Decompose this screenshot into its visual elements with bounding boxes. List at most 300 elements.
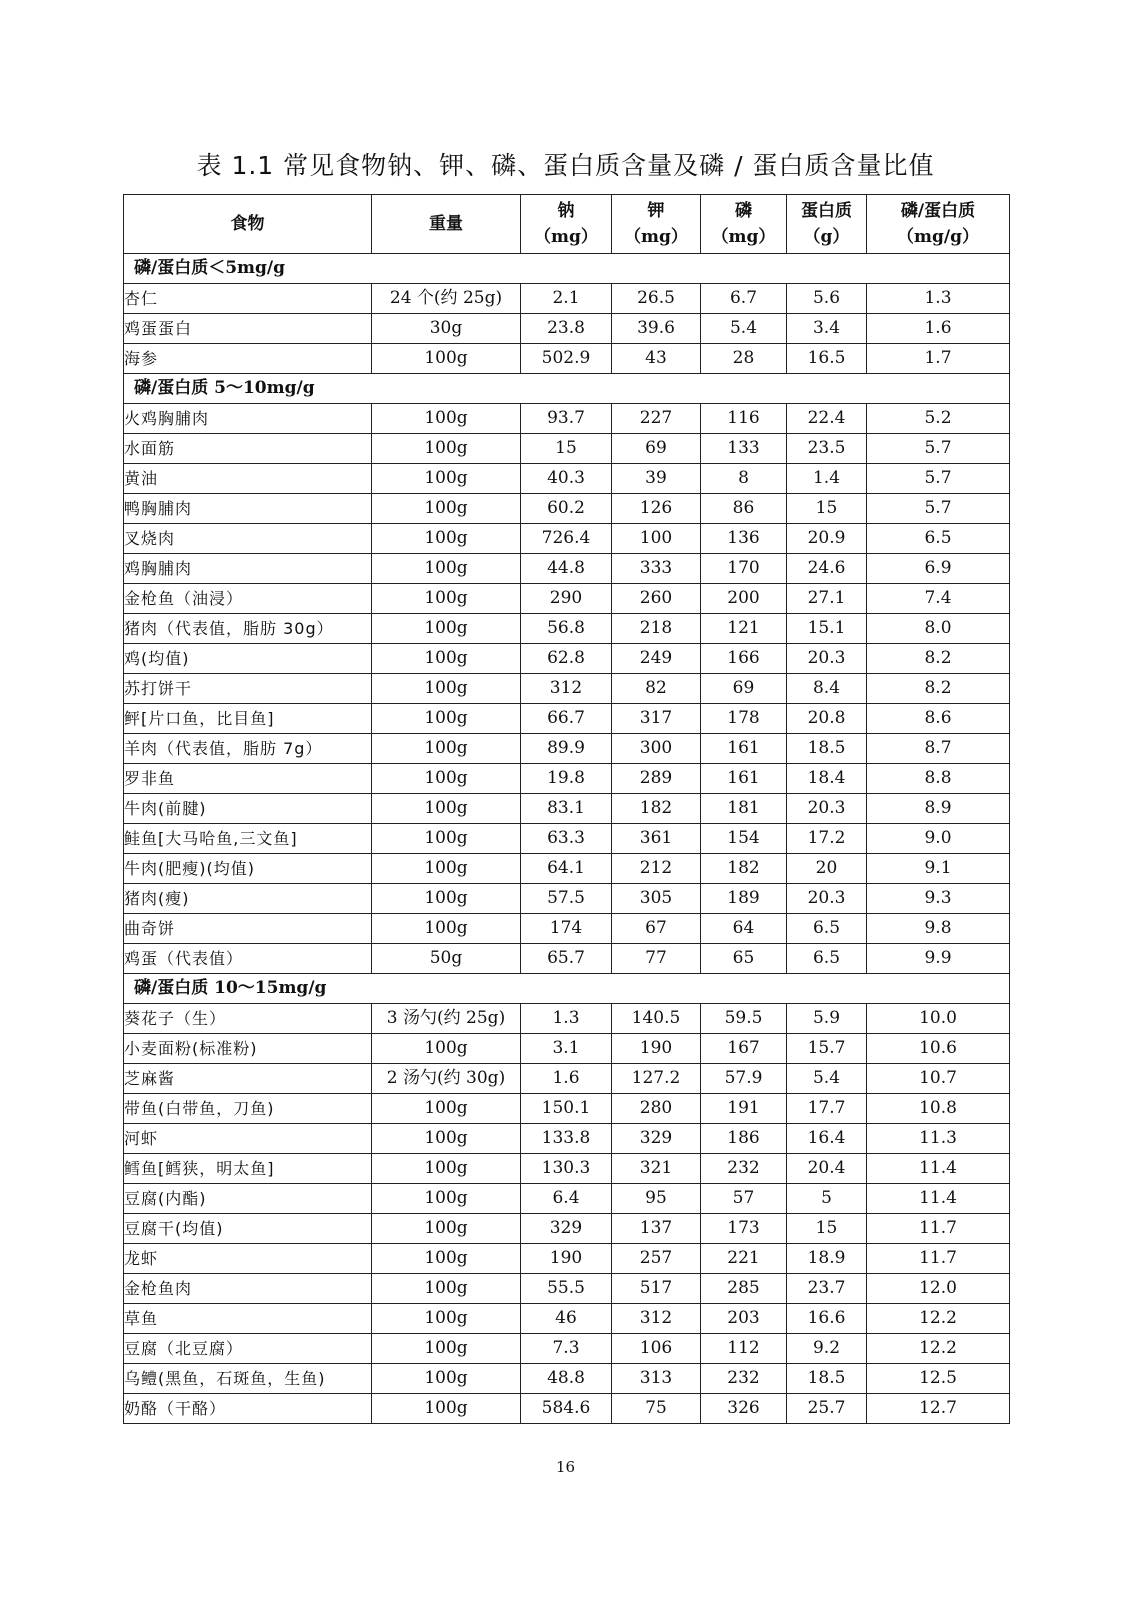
cell-weight: 100g <box>372 1274 521 1304</box>
cell-protein: 23.7 <box>787 1274 867 1304</box>
cell-sodium: 6.4 <box>521 1184 612 1214</box>
cell-phosphorus: 191 <box>701 1094 787 1124</box>
cell-weight: 100g <box>372 644 521 674</box>
cell-food-name: 牛肉(前腱) <box>124 794 372 824</box>
food-nutrient-table <box>123 194 1010 1424</box>
cell-weight: 30g <box>372 314 521 344</box>
cell-sodium: 57.5 <box>521 884 612 914</box>
cell-ratio: 10.7 <box>867 1064 1010 1094</box>
cell-sodium: 62.8 <box>521 644 612 674</box>
cell-weight: 100g <box>372 854 521 884</box>
cell-potassium: 67 <box>612 914 701 944</box>
cell-weight: 100g <box>372 404 521 434</box>
table-row <box>124 704 1010 734</box>
cell-food-name: 豆腐干(均值) <box>124 1214 372 1244</box>
cell-weight: 100g <box>372 674 521 704</box>
cell-ratio: 9.9 <box>867 944 1010 974</box>
table-row <box>124 1334 1010 1364</box>
cell-phosphorus: 6.7 <box>701 284 787 314</box>
cell-potassium: 127.2 <box>612 1064 701 1094</box>
cell-potassium: 43 <box>612 344 701 374</box>
cell-sodium: 65.7 <box>521 944 612 974</box>
section-header-row <box>124 374 1010 404</box>
cell-phosphorus: 121 <box>701 614 787 644</box>
cell-ratio: 11.3 <box>867 1124 1010 1154</box>
cell-potassium: 333 <box>612 554 701 584</box>
table-row <box>124 524 1010 554</box>
cell-ratio: 8.8 <box>867 764 1010 794</box>
cell-potassium: 69 <box>612 434 701 464</box>
table-row <box>124 1244 1010 1274</box>
cell-ratio: 7.4 <box>867 584 1010 614</box>
cell-ratio: 10.0 <box>867 1004 1010 1034</box>
table-row <box>124 494 1010 524</box>
cell-protein: 15 <box>787 1214 867 1244</box>
page-number: 16 <box>555 1458 576 1476</box>
cell-food-name: 牛肉(肥瘦)(均值) <box>124 854 372 884</box>
cell-phosphorus: 178 <box>701 704 787 734</box>
cell-protein: 17.7 <box>787 1094 867 1124</box>
section-header-row <box>124 254 1010 284</box>
cell-potassium: 218 <box>612 614 701 644</box>
cell-protein: 15.7 <box>787 1034 867 1064</box>
cell-protein: 20.4 <box>787 1154 867 1184</box>
cell-phosphorus: 154 <box>701 824 787 854</box>
table-row <box>124 1064 1010 1094</box>
cell-phosphorus: 161 <box>701 764 787 794</box>
cell-ratio: 1.7 <box>867 344 1010 374</box>
cell-weight: 100g <box>372 1394 521 1424</box>
cell-sodium: 329 <box>521 1214 612 1244</box>
cell-protein: 15.1 <box>787 614 867 644</box>
cell-weight: 100g <box>372 1214 521 1244</box>
cell-potassium: 280 <box>612 1094 701 1124</box>
cell-phosphorus: 86 <box>701 494 787 524</box>
cell-weight: 100g <box>372 1034 521 1064</box>
cell-food-name: 乌鳢(黑鱼，石斑鱼，生鱼) <box>124 1364 372 1394</box>
cell-potassium: 26.5 <box>612 284 701 314</box>
cell-sodium: 502.9 <box>521 344 612 374</box>
cell-ratio: 11.4 <box>867 1184 1010 1214</box>
cell-potassium: 312 <box>612 1304 701 1334</box>
cell-potassium: 39.6 <box>612 314 701 344</box>
cell-weight: 100g <box>372 494 521 524</box>
table-row <box>124 1184 1010 1214</box>
cell-food-name: 奶酪（干酪） <box>124 1394 372 1424</box>
cell-phosphorus: 200 <box>701 584 787 614</box>
cell-phosphorus: 28 <box>701 344 787 374</box>
cell-weight: 100g <box>372 554 521 584</box>
cell-potassium: 95 <box>612 1184 701 1214</box>
cell-potassium: 82 <box>612 674 701 704</box>
cell-potassium: 126 <box>612 494 701 524</box>
cell-weight: 2 汤勺(约 30g) <box>372 1064 521 1094</box>
cell-weight: 100g <box>372 1124 521 1154</box>
cell-weight: 100g <box>372 524 521 554</box>
cell-weight: 100g <box>372 794 521 824</box>
cell-food-name: 龙虾 <box>124 1244 372 1274</box>
cell-protein: 18.9 <box>787 1244 867 1274</box>
cell-phosphorus: 221 <box>701 1244 787 1274</box>
cell-potassium: 317 <box>612 704 701 734</box>
cell-potassium: 289 <box>612 764 701 794</box>
cell-ratio: 8.0 <box>867 614 1010 644</box>
cell-phosphorus: 166 <box>701 644 787 674</box>
cell-sodium: 60.2 <box>521 494 612 524</box>
cell-protein: 18.4 <box>787 764 867 794</box>
cell-protein: 9.2 <box>787 1334 867 1364</box>
cell-potassium: 517 <box>612 1274 701 1304</box>
cell-sodium: 312 <box>521 674 612 704</box>
table-row <box>124 854 1010 884</box>
cell-ratio: 9.3 <box>867 884 1010 914</box>
cell-sodium: 46 <box>521 1304 612 1334</box>
table-row <box>124 914 1010 944</box>
cell-ratio: 5.7 <box>867 434 1010 464</box>
cell-ratio: 12.7 <box>867 1394 1010 1424</box>
cell-phosphorus: 57 <box>701 1184 787 1214</box>
cell-phosphorus: 64 <box>701 914 787 944</box>
cell-sodium: 190 <box>521 1244 612 1274</box>
cell-weight: 100g <box>372 1364 521 1394</box>
cell-weight: 24 个(约 25g) <box>372 284 521 314</box>
cell-potassium: 182 <box>612 794 701 824</box>
table-row <box>124 674 1010 704</box>
cell-phosphorus: 57.9 <box>701 1064 787 1094</box>
cell-ratio: 9.0 <box>867 824 1010 854</box>
cell-ratio: 6.9 <box>867 554 1010 584</box>
cell-ratio: 12.0 <box>867 1274 1010 1304</box>
cell-protein: 23.5 <box>787 434 867 464</box>
cell-phosphorus: 285 <box>701 1274 787 1304</box>
cell-food-name: 草鱼 <box>124 1304 372 1334</box>
cell-ratio: 12.5 <box>867 1364 1010 1394</box>
cell-potassium: 227 <box>612 404 701 434</box>
cell-phosphorus: 186 <box>701 1124 787 1154</box>
cell-food-name: 葵花子（生） <box>124 1004 372 1034</box>
cell-protein: 6.5 <box>787 914 867 944</box>
cell-weight: 100g <box>372 704 521 734</box>
cell-phosphorus: 232 <box>701 1364 787 1394</box>
cell-sodium: 48.8 <box>521 1364 612 1394</box>
cell-ratio: 5.7 <box>867 494 1010 524</box>
table-row <box>124 554 1010 584</box>
cell-ratio: 11.4 <box>867 1154 1010 1184</box>
cell-sodium: 1.3 <box>521 1004 612 1034</box>
cell-food-name: 小麦面粉(标准粉) <box>124 1034 372 1064</box>
header-protein: 蛋白质 （g） <box>787 195 867 254</box>
cell-sodium: 40.3 <box>521 464 612 494</box>
cell-potassium: 106 <box>612 1334 701 1364</box>
cell-protein: 20 <box>787 854 867 884</box>
cell-ratio: 11.7 <box>867 1214 1010 1244</box>
cell-sodium: 133.8 <box>521 1124 612 1154</box>
table-row <box>124 584 1010 614</box>
cell-food-name: 带鱼(白带鱼，刀鱼) <box>124 1094 372 1124</box>
cell-sodium: 66.7 <box>521 704 612 734</box>
cell-sodium: 7.3 <box>521 1334 612 1364</box>
cell-phosphorus: 189 <box>701 884 787 914</box>
cell-protein: 16.4 <box>787 1124 867 1154</box>
table-row <box>124 1394 1010 1424</box>
cell-phosphorus: 161 <box>701 734 787 764</box>
cell-protein: 6.5 <box>787 944 867 974</box>
cell-protein: 25.7 <box>787 1394 867 1424</box>
cell-sodium: 15 <box>521 434 612 464</box>
cell-protein: 22.4 <box>787 404 867 434</box>
cell-protein: 16.6 <box>787 1304 867 1334</box>
cell-ratio: 8.9 <box>867 794 1010 824</box>
cell-sodium: 150.1 <box>521 1094 612 1124</box>
cell-food-name: 豆腐（北豆腐） <box>124 1334 372 1364</box>
cell-potassium: 321 <box>612 1154 701 1184</box>
cell-sodium: 584.6 <box>521 1394 612 1424</box>
cell-weight: 100g <box>372 614 521 644</box>
table-row <box>124 734 1010 764</box>
cell-sodium: 1.6 <box>521 1064 612 1094</box>
table-body <box>124 254 1010 1424</box>
header-weight: 重量 <box>372 195 521 254</box>
table-row <box>124 1034 1010 1064</box>
cell-protein: 8.4 <box>787 674 867 704</box>
cell-weight: 100g <box>372 734 521 764</box>
cell-weight: 100g <box>372 434 521 464</box>
cell-sodium: 63.3 <box>521 824 612 854</box>
cell-weight: 100g <box>372 1304 521 1334</box>
cell-potassium: 75 <box>612 1394 701 1424</box>
cell-sodium: 93.7 <box>521 404 612 434</box>
table-row <box>124 434 1010 464</box>
table-row <box>124 824 1010 854</box>
table-row <box>124 1214 1010 1244</box>
cell-food-name: 羊肉（代表值，脂肪 7g） <box>124 734 372 764</box>
cell-weight: 100g <box>372 1184 521 1214</box>
cell-phosphorus: 170 <box>701 554 787 584</box>
cell-protein: 1.4 <box>787 464 867 494</box>
cell-phosphorus: 232 <box>701 1154 787 1184</box>
table-row <box>124 614 1010 644</box>
cell-phosphorus: 167 <box>701 1034 787 1064</box>
header-potassium: 钾 （mg） <box>612 195 701 254</box>
cell-ratio: 5.2 <box>867 404 1010 434</box>
cell-food-name: 苏打饼干 <box>124 674 372 704</box>
header-phosphorus: 磷 （mg） <box>701 195 787 254</box>
cell-potassium: 212 <box>612 854 701 884</box>
cell-protein: 16.5 <box>787 344 867 374</box>
page-title: 表 1.1 常见食物钠、钾、磷、蛋白质含量及磷 / 蛋白质含量比值 <box>196 151 935 180</box>
cell-food-name: 鸭胸脯肉 <box>124 494 372 524</box>
cell-sodium: 64.1 <box>521 854 612 884</box>
table-row <box>124 1004 1010 1034</box>
header-sodium: 钠 （mg） <box>521 195 612 254</box>
cell-sodium: 55.5 <box>521 1274 612 1304</box>
cell-potassium: 39 <box>612 464 701 494</box>
cell-food-name: 杏仁 <box>124 284 372 314</box>
cell-food-name: 鲆[片口鱼，比目鱼] <box>124 704 372 734</box>
cell-phosphorus: 59.5 <box>701 1004 787 1034</box>
cell-sodium: 23.8 <box>521 314 612 344</box>
cell-food-name: 鳕鱼[鳕狭，明太鱼] <box>124 1154 372 1184</box>
table-row <box>124 1274 1010 1304</box>
cell-potassium: 140.5 <box>612 1004 701 1034</box>
cell-weight: 100g <box>372 1244 521 1274</box>
table-row <box>124 1094 1010 1124</box>
cell-sodium: 290 <box>521 584 612 614</box>
cell-food-name: 火鸡胸脯肉 <box>124 404 372 434</box>
cell-weight: 100g <box>372 1094 521 1124</box>
cell-protein: 3.4 <box>787 314 867 344</box>
cell-food-name: 河虾 <box>124 1124 372 1154</box>
cell-ratio: 1.3 <box>867 284 1010 314</box>
table-row <box>124 1304 1010 1334</box>
cell-phosphorus: 8 <box>701 464 787 494</box>
cell-phosphorus: 326 <box>701 1394 787 1424</box>
cell-weight: 100g <box>372 884 521 914</box>
cell-protein: 20.3 <box>787 794 867 824</box>
cell-protein: 5.4 <box>787 1064 867 1094</box>
cell-sodium: 56.8 <box>521 614 612 644</box>
cell-ratio: 5.7 <box>867 464 1010 494</box>
cell-food-name: 金枪鱼（油浸） <box>124 584 372 614</box>
cell-ratio: 10.8 <box>867 1094 1010 1124</box>
cell-food-name: 芝麻酱 <box>124 1064 372 1094</box>
cell-weight: 100g <box>372 584 521 614</box>
cell-potassium: 257 <box>612 1244 701 1274</box>
table-row <box>124 794 1010 824</box>
cell-protein: 20.3 <box>787 884 867 914</box>
section-header-row <box>124 974 1010 1004</box>
cell-food-name: 鸡胸脯肉 <box>124 554 372 584</box>
cell-protein: 24.6 <box>787 554 867 584</box>
cell-ratio: 12.2 <box>867 1304 1010 1334</box>
cell-potassium: 329 <box>612 1124 701 1154</box>
table-row <box>124 944 1010 974</box>
table-row <box>124 404 1010 434</box>
cell-phosphorus: 112 <box>701 1334 787 1364</box>
cell-potassium: 249 <box>612 644 701 674</box>
cell-weight: 100g <box>372 344 521 374</box>
cell-potassium: 77 <box>612 944 701 974</box>
cell-protein: 20.3 <box>787 644 867 674</box>
cell-ratio: 8.6 <box>867 704 1010 734</box>
cell-weight: 50g <box>372 944 521 974</box>
header-food: 食物 <box>124 195 372 254</box>
section-label: 磷/蛋白质 5～10mg/g <box>124 374 1010 404</box>
table-row <box>124 644 1010 674</box>
cell-potassium: 190 <box>612 1034 701 1064</box>
cell-sodium: 19.8 <box>521 764 612 794</box>
table-row <box>124 314 1010 344</box>
cell-phosphorus: 69 <box>701 674 787 704</box>
table-row <box>124 1364 1010 1394</box>
cell-protein: 17.2 <box>787 824 867 854</box>
cell-sodium: 174 <box>521 914 612 944</box>
cell-food-name: 猪肉(瘦) <box>124 884 372 914</box>
section-label: 磷/蛋白质＜5mg/g <box>124 254 1010 284</box>
table-row <box>124 1154 1010 1184</box>
cell-protein: 5.9 <box>787 1004 867 1034</box>
table-row <box>124 1124 1010 1154</box>
cell-protein: 15 <box>787 494 867 524</box>
header-ratio: 磷/蛋白质 （mg/g） <box>867 195 1010 254</box>
cell-ratio: 8.2 <box>867 644 1010 674</box>
cell-protein: 18.5 <box>787 1364 867 1394</box>
cell-sodium: 89.9 <box>521 734 612 764</box>
cell-phosphorus: 203 <box>701 1304 787 1334</box>
cell-food-name: 罗非鱼 <box>124 764 372 794</box>
cell-food-name: 曲奇饼 <box>124 914 372 944</box>
cell-ratio: 9.1 <box>867 854 1010 884</box>
cell-food-name: 猪肉（代表值，脂肪 30g） <box>124 614 372 644</box>
cell-weight: 100g <box>372 1334 521 1364</box>
table-header-row <box>124 195 1010 254</box>
table-row <box>124 344 1010 374</box>
cell-weight: 100g <box>372 914 521 944</box>
cell-sodium: 44.8 <box>521 554 612 584</box>
cell-ratio: 8.7 <box>867 734 1010 764</box>
cell-sodium: 2.1 <box>521 284 612 314</box>
cell-sodium: 83.1 <box>521 794 612 824</box>
cell-phosphorus: 181 <box>701 794 787 824</box>
table-row <box>124 884 1010 914</box>
cell-food-name: 黄油 <box>124 464 372 494</box>
cell-phosphorus: 136 <box>701 524 787 554</box>
cell-weight: 100g <box>372 1154 521 1184</box>
cell-food-name: 叉烧肉 <box>124 524 372 554</box>
cell-protein: 18.5 <box>787 734 867 764</box>
cell-food-name: 鲑鱼[大马哈鱼,三文鱼] <box>124 824 372 854</box>
cell-phosphorus: 116 <box>701 404 787 434</box>
cell-protein: 5 <box>787 1184 867 1214</box>
cell-phosphorus: 65 <box>701 944 787 974</box>
cell-protein: 20.8 <box>787 704 867 734</box>
cell-ratio: 1.6 <box>867 314 1010 344</box>
cell-sodium: 3.1 <box>521 1034 612 1064</box>
cell-ratio: 10.6 <box>867 1034 1010 1064</box>
cell-protein: 27.1 <box>787 584 867 614</box>
cell-potassium: 100 <box>612 524 701 554</box>
cell-sodium: 726.4 <box>521 524 612 554</box>
table-row <box>124 284 1010 314</box>
cell-sodium: 130.3 <box>521 1154 612 1184</box>
cell-protein: 5.6 <box>787 284 867 314</box>
cell-weight: 100g <box>372 824 521 854</box>
cell-phosphorus: 133 <box>701 434 787 464</box>
cell-food-name: 鸡蛋（代表值） <box>124 944 372 974</box>
cell-ratio: 9.8 <box>867 914 1010 944</box>
cell-ratio: 11.7 <box>867 1244 1010 1274</box>
cell-phosphorus: 173 <box>701 1214 787 1244</box>
cell-potassium: 361 <box>612 824 701 854</box>
section-label: 磷/蛋白质 10～15mg/g <box>124 974 1010 1004</box>
cell-ratio: 8.2 <box>867 674 1010 704</box>
cell-food-name: 海参 <box>124 344 372 374</box>
cell-weight: 3 汤勺(约 25g) <box>372 1004 521 1034</box>
cell-food-name: 金枪鱼肉 <box>124 1274 372 1304</box>
cell-food-name: 豆腐(内酯) <box>124 1184 372 1214</box>
cell-ratio: 12.2 <box>867 1334 1010 1364</box>
cell-potassium: 260 <box>612 584 701 614</box>
table-row <box>124 464 1010 494</box>
cell-potassium: 305 <box>612 884 701 914</box>
cell-weight: 100g <box>372 464 521 494</box>
cell-phosphorus: 5.4 <box>701 314 787 344</box>
cell-phosphorus: 182 <box>701 854 787 884</box>
cell-potassium: 300 <box>612 734 701 764</box>
cell-potassium: 137 <box>612 1214 701 1244</box>
cell-protein: 20.9 <box>787 524 867 554</box>
cell-food-name: 水面筋 <box>124 434 372 464</box>
